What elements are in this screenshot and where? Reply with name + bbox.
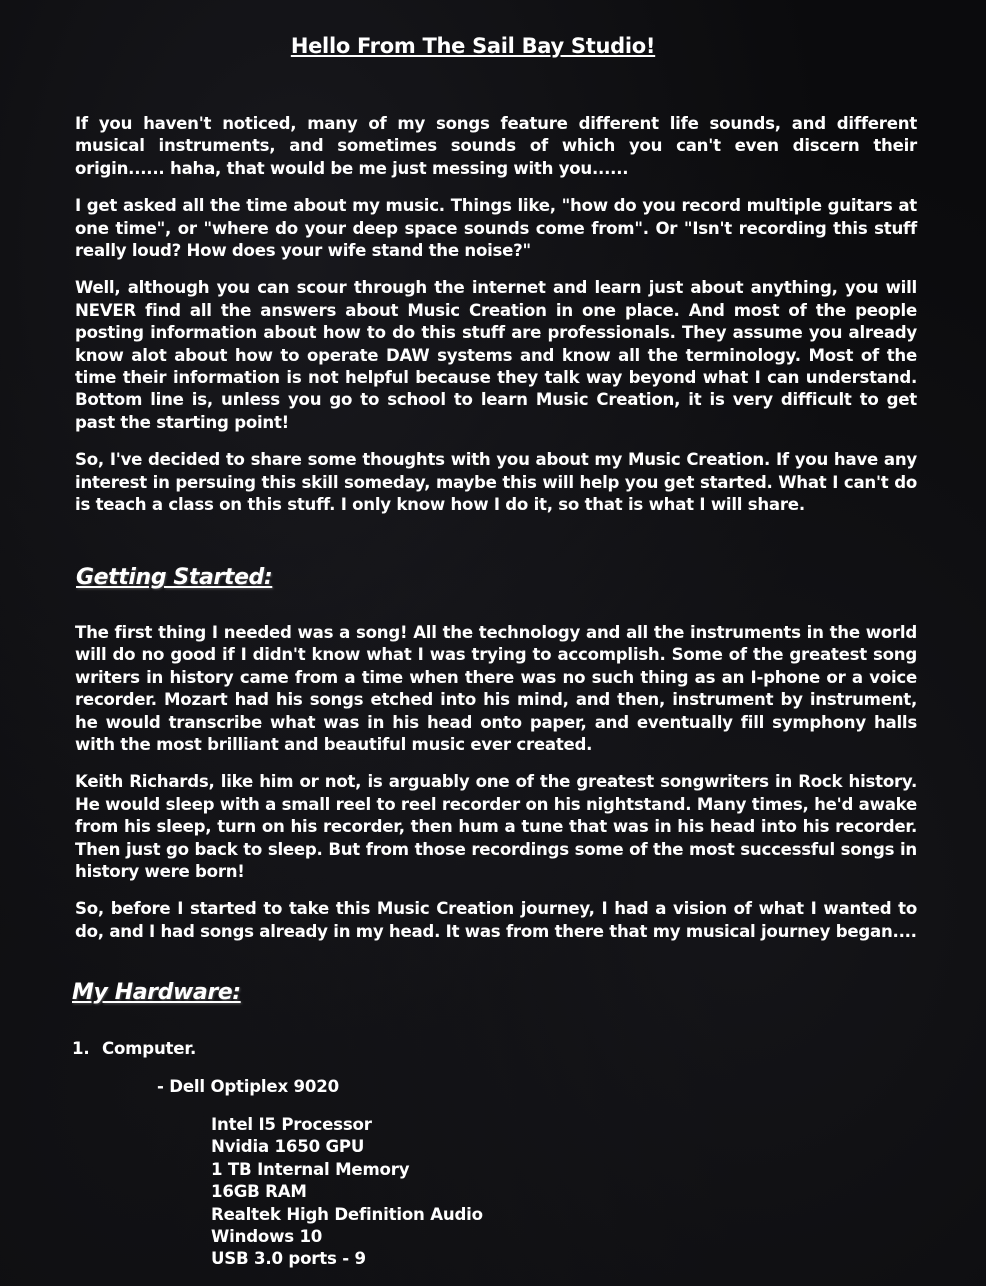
page-title: Hello From The Sail Bay Studio! bbox=[290, 34, 656, 58]
spec-gpu: Nvidia 1650 GPU bbox=[211, 1137, 365, 1157]
getting-started-paragraph-1: The first thing I needed was a song! All the technology and all the instruments in the world will do no good if I didn't know what I was trying to accomplish. Some of the greatest song writers in history came from a time when there was no such thing as an I-phone or a voice recorder. Mozart had his songs etched into his mind, and then, instrument by instrument, he would transcribe what was in his head onto paper, and eventually fill symphony halls with the most brilliant and beautiful music ever created. bbox=[75, 623, 917, 755]
list-item-label: Computer. bbox=[102, 1039, 197, 1058]
hardware-heading: My Hardware: bbox=[72, 980, 241, 1005]
spec-processor: Intel I5 Processor bbox=[211, 1115, 372, 1134]
intro-section bbox=[75, 113, 917, 532]
getting-started-paragraph-3: So, before I started to take this Music Creation journey, I had a vision of what I wanted to do, and I had songs already in my head. It was from there that my musical journey began.... bbox=[75, 899, 917, 941]
spec-usb: USB 3.0 ports - 9 bbox=[211, 1249, 366, 1269]
spec-os: Windows 10 bbox=[211, 1227, 323, 1247]
hardware-list-item bbox=[72, 1039, 196, 1058]
getting-started-paragraph-2: Keith Richards, like him or not, is arguably one of the greatest songwriters in Rock history. He would sleep with a small reel to reel recorder on his nightstand. Many times, he'd awake from his sleep, turn on his recorder, then hum a tune that was in his head into his recorder. Then just go back to sleep. But from those recordings some of the most successful songs in history were born! bbox=[75, 772, 917, 882]
intro-paragraph-1: If you haven't noticed, many of my songs feature different life sounds, and different musical instruments, and sometimes sounds of which you can't even discern their origin...... haha, that would be me just messing with you...... bbox=[75, 114, 917, 178]
list-item-number: 1. bbox=[72, 1039, 90, 1058]
spec-audio: Realtek High Definition Audio bbox=[211, 1204, 483, 1224]
intro-paragraph-4: So, I've decided to share some thoughts with you about my Music Creation. If you have any interest in persuing this skill someday, maybe this will help you get started. What I can't do is teach a class on this stuff. I only know how I do it, so that is what I will share. bbox=[75, 450, 917, 515]
computer-specs bbox=[211, 1114, 483, 1271]
spec-ram: 16GB RAM bbox=[211, 1182, 307, 1202]
computer-model: - Dell Optiplex 9020 bbox=[157, 1077, 339, 1096]
intro-paragraph-2: I get asked all the time about my music. Things like, "how do you record multiple guitars at one time", or "where do your deep space sounds come from". Or "Isn't recording this stuff really loud? How does your wife stand the noise?" bbox=[75, 196, 917, 261]
getting-started-section bbox=[75, 622, 917, 958]
spec-storage: 1 TB Internal Memory bbox=[211, 1159, 410, 1179]
intro-paragraph-3: Well, although you can scour through the internet and learn just about anything, you will NEVER find all the answers about Music Creation in one place. And most of the people posting information about how to do this stuff are professionals. They assume you already know alot about how to operate DAW systems and know all the terminology. Most of the time their information is not helpful because they talk way beyond what I can understand. Bottom line is, unless you go to school to learn Music Creation, it is very difficult to get past the starting point! bbox=[75, 278, 917, 432]
getting-started-heading: Getting Started: bbox=[76, 565, 273, 590]
